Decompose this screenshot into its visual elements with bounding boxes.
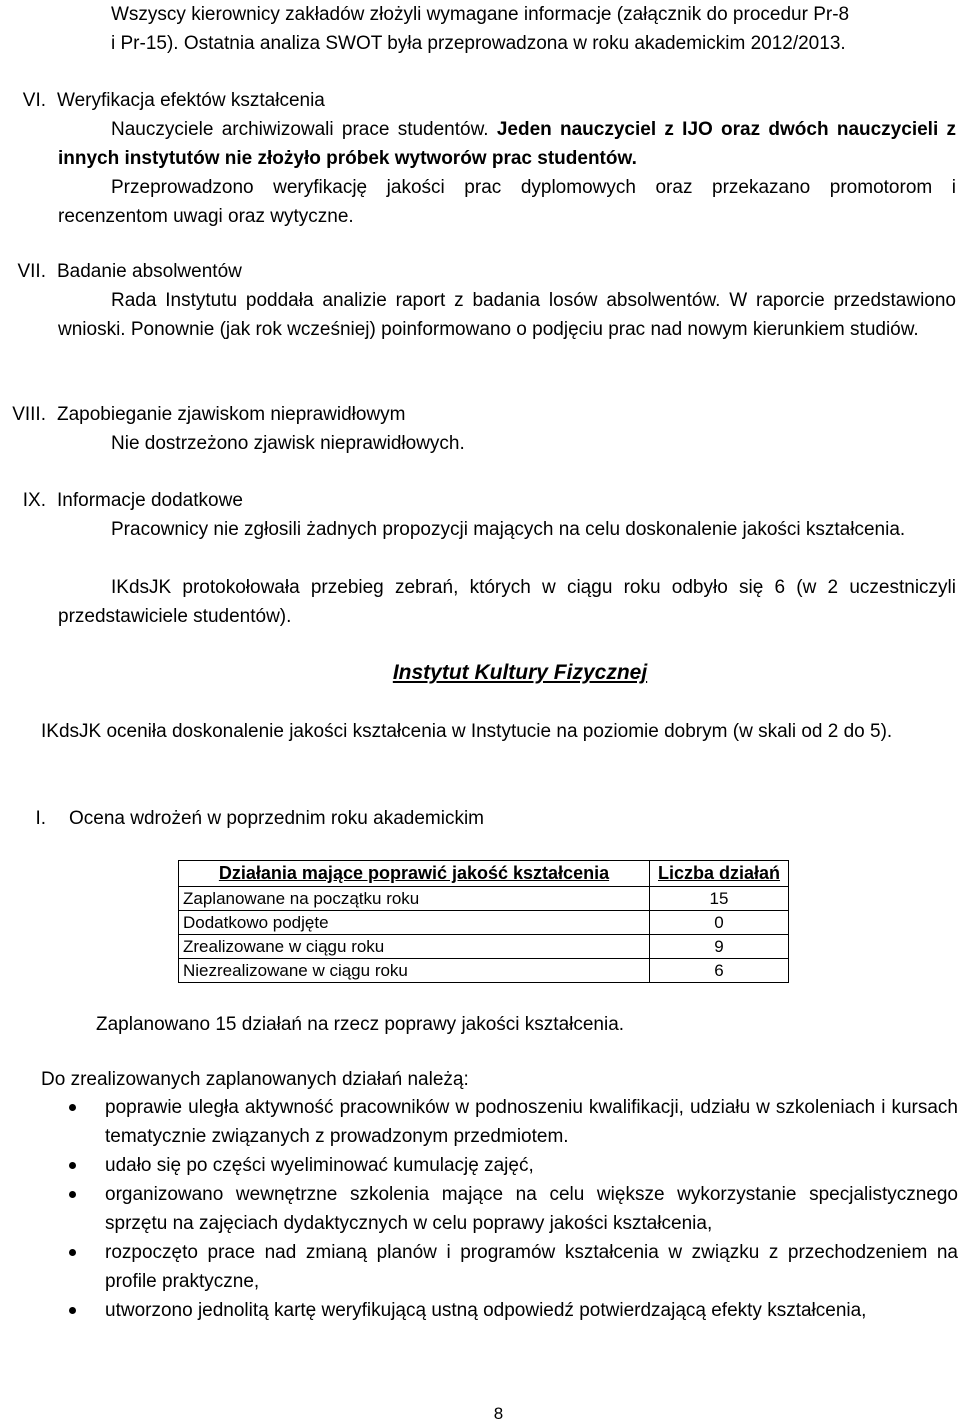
section-number: VII. bbox=[17, 261, 46, 282]
section-heading: Badanie absolwentów bbox=[57, 261, 242, 282]
section-paragraph: Nie dostrzeżono zjawisk nieprawidłowych. bbox=[111, 433, 465, 454]
list-item bbox=[60, 1093, 958, 1151]
section-number: I. bbox=[35, 808, 46, 829]
table-cell: 9 bbox=[650, 935, 789, 959]
bullet-list bbox=[60, 1093, 958, 1325]
summary-text: Zaplanowano 15 działań na rzecz poprawy jakości kształcenia. bbox=[96, 1014, 625, 1035]
table-header: Liczba działań bbox=[650, 861, 789, 887]
intro-line-1: Wszyscy kierownicy zakładów złożyli wymagane informacje (załącznik do procedur Pr-8 bbox=[111, 4, 850, 25]
section-heading: Zapobieganie zjawiskom nieprawidłowym bbox=[57, 404, 406, 425]
intro-line-2: i Pr-15). Ostatnia analiza SWOT była przeprowadzona w roku akademickim 2012/2013. bbox=[111, 33, 846, 54]
list-item bbox=[60, 1238, 958, 1296]
section-heading: Ocena wdrożeń w poprzednim roku akademickim bbox=[69, 808, 485, 829]
table-cell: Zaplanowane na początku roku bbox=[179, 887, 650, 911]
section-number: VIII. bbox=[12, 404, 46, 425]
bullet-icon bbox=[69, 1162, 76, 1169]
actions-table bbox=[178, 860, 789, 983]
section-heading: Informacje dodatkowe bbox=[57, 490, 243, 511]
page-number: 8 bbox=[493, 1404, 504, 1423]
table-cell: 15 bbox=[650, 887, 789, 911]
section-heading: Weryfikacja efektów kształcenia bbox=[57, 90, 325, 111]
section-paragraph: Przeprowadzono weryfikację jakości prac dyplomowych oraz przekazano promotorom i recenzentom uwagi oraz wytyczne. bbox=[58, 177, 956, 227]
table-cell: Zrealizowane w ciągu roku bbox=[179, 935, 650, 959]
bullet-icon bbox=[69, 1104, 76, 1111]
paragraph-lead: Nauczyciele archiwizowali prace studentów. bbox=[111, 119, 489, 140]
paragraph-bold: Jeden nauczyciel z IJO oraz dwóch nauczycieli z innych instytutów nie złożyło próbek wytworów prac studentów. bbox=[58, 119, 956, 169]
list-item-text: poprawie uległa aktywność pracowników w podnoszeniu kwalifikacji, udziału w szkoleniach i kursach tematycznie związanych z prowadzonym przedmiotem. bbox=[105, 1097, 958, 1147]
section-paragraph: IKdsJK protokołowała przebieg zebrań, których w ciągu roku odbyło się 6 (w 2 uczestniczyli przedstawiciele studentów). bbox=[58, 577, 956, 627]
list-item bbox=[60, 1151, 958, 1180]
table-header-row bbox=[179, 861, 789, 887]
section-paragraph bbox=[58, 115, 956, 173]
table-row bbox=[179, 959, 789, 983]
table-row bbox=[179, 935, 789, 959]
list-item-text: organizowano wewnętrzne szkolenia mające na celu większe wykorzystanie specjalistycznego sprzętu na zajęciach dydaktycznych w celu poprawy jakości kształcenia, bbox=[105, 1184, 958, 1234]
list-item-text: rozpoczęto prace nad zmianą planów i programów kształcenia w związku z przechodzeniem na profile praktyczne, bbox=[105, 1242, 958, 1292]
list-item bbox=[60, 1296, 958, 1325]
list-item-text: utworzono jednolitą kartę weryfikującą ustną odpowiedź potwierdzającą efekty kształcenia, bbox=[105, 1300, 867, 1321]
institute-title: Instytut Kultury Fizycznej bbox=[392, 661, 648, 684]
section-number: VI. bbox=[22, 90, 46, 111]
table-cell: Niezrealizowane w ciągu roku bbox=[179, 959, 650, 983]
section-number: IX. bbox=[22, 490, 46, 511]
list-item bbox=[60, 1180, 958, 1238]
section-paragraph: Pracownicy nie zgłosili żadnych propozycji mających na celu doskonalenie jakości kształcenia. bbox=[111, 519, 906, 540]
institute-intro: IKdsJK oceniła doskonalenie jakości kształcenia w Instytucie na poziomie dobrym (w skali od 2 do 5). bbox=[41, 721, 893, 742]
table-row bbox=[179, 911, 789, 935]
list-intro: Do zrealizowanych zaplanowanych działań należą: bbox=[41, 1069, 469, 1090]
table-cell: Dodatkowo podjęte bbox=[179, 911, 650, 935]
table-cell: 6 bbox=[650, 959, 789, 983]
list-item-text: udało się po części wyeliminować kumulację zajęć, bbox=[105, 1155, 534, 1176]
bullet-icon bbox=[69, 1307, 76, 1314]
bullet-icon bbox=[69, 1249, 76, 1256]
table-row bbox=[179, 887, 789, 911]
table-cell: 0 bbox=[650, 911, 789, 935]
section-paragraph: Rada Instytutu poddała analizie raport z badania losów absolwentów. W raporcie przedstawiono wnioski. Ponownie (jak rok wcześniej) poinformowano o podjęciu prac nad nowym kierunkiem studiów. bbox=[58, 290, 956, 340]
table-header: Działania mające poprawić jakość kształcenia bbox=[179, 861, 650, 887]
bullet-icon bbox=[69, 1191, 76, 1198]
